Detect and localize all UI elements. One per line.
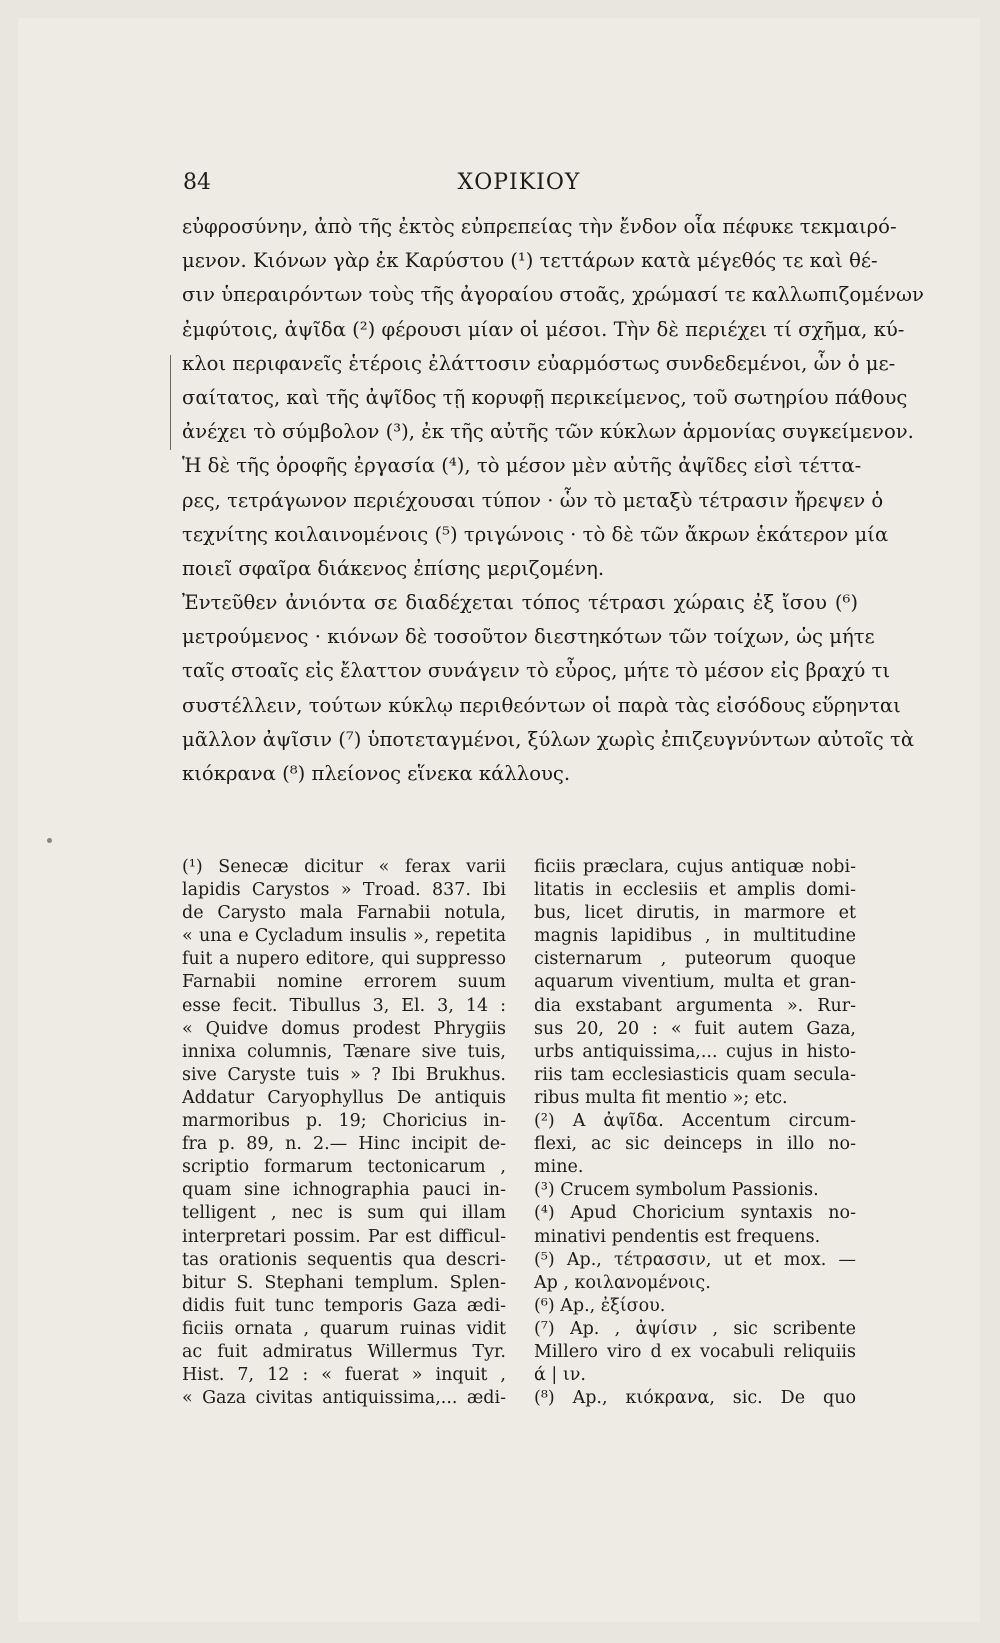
footnote-line: minativi pendentis est frequens. [534,1226,821,1247]
footnote-line: ficiis præclara, cujus antiquæ nobi- [534,857,856,877]
footnote-line: esse fecit. Tibullus 3, El. 3, 14 : [182,995,506,1016]
footnote-line: dia exstabant argumenta ». Rur- [534,995,856,1016]
footnote-line: fra p. 89, n. 2.— Hinc incipit de- [182,1134,506,1155]
text-line: σιν ὑπεραιρόντων τοὺς τῆς ἀγοραίου στοᾶς, χρώμασί τε καλλωπιζομένων [182,283,924,307]
footnote-line: quam sine ichnographia pauci in- [182,1180,506,1201]
text-line: κιόκρανα (⁸) πλείονος εἵνεκα κάλλους. [182,762,571,785]
footnotes-right-column [534,856,856,1410]
footnote-line: bus, licet dirutis, in marmore et [534,903,856,924]
footnote-line: (⁴) Apud Choricium syntaxis no- [534,1203,856,1224]
footnote-line: Addatur Caryophyllus De antiquis [182,1087,506,1108]
text-line: εὐφροσύνην, ἀπὸ τῆς ἐκτὸς εὐπρεπείας τὴν ἔνδον οἷα πέφυκε τεκμαιρό- [182,215,897,238]
text-line: Ἐντεῦθεν ἀνιόντα σε διαδέχεται τόπος τέτρασι χώραις ἐξ ἴσου (⁶) [182,591,858,615]
footnote-line: cisternarum , puteorum quoque [534,949,856,970]
page-header [183,170,855,200]
footnote-line: innixa columnis, Tænare sive tuis, [182,1041,506,1062]
text-line: ταῖς στοαῖς εἰς ἔλαττον συνάγειν τὸ εὖρος, μήτε τὸ μέσον εἰς βραχύ τι [182,659,891,683]
main-greek-text [182,210,924,791]
footnote-line: litatis in ecclesiis et amplis domi- [534,880,856,901]
footnote-line: « Quidve domus prodest Phrygiis [182,1018,506,1039]
footnote-line: de Carysto mala Farnabii notula, [182,903,506,924]
footnote-line: « una e Cycladum insulis », repetita [182,926,506,947]
footnote-line: (¹) Senecæ dicitur « ferax varii [182,857,506,877]
footnote-line: urbs antiquissima,... cujus in histo- [534,1041,856,1062]
footnote-line: flexi, ac sic deinceps in illo no- [534,1134,856,1155]
footnote-line: (⁷) Ap. , ἀψίσιν , sic scribente [534,1318,856,1339]
margin-rule [170,355,171,450]
footnote-line: telligent , nec is sum qui illam [182,1203,506,1224]
footnote-line: « Gaza civitas antiquissima,... ædi- [182,1388,506,1409]
footnote-line: Hist. 7, 12 : « fuerat » inquit , [182,1365,506,1386]
footnote-line: (³) Crucem symbolum Passionis. [534,1180,819,1201]
footnote-line: Farnabii nomine errorem suum [182,972,506,993]
footnote-line: scriptio formarum tectonicarum , [182,1157,506,1178]
footnote-line: Ap , κοιλανομένοις. [534,1272,711,1293]
footnote-line: ά | ιν. [534,1365,586,1386]
text-line: συστέλλειν, τούτων κύκλῳ περιθεόντων οἱ παρὰ τὰς εἰσόδους εὕρηνται [182,693,901,717]
paper-speck [47,838,52,843]
footnote-line: (⁶) Ap., ἐξίσου. [534,1295,666,1316]
footnote-line: bitur S. Stephani templum. Splen- [182,1272,506,1293]
text-line: Ἡ δὲ τῆς ὀροφῆς ἐργασία (⁴), τὸ μέσον μὲν αὐτῆς ἀψῖδες εἰσὶ τέττα- [182,454,862,478]
footnote-line: Millero viro d ex vocabuli reliquiis [534,1341,856,1362]
footnote-line: aquarum viventium, multa et gran- [534,972,856,993]
footnote-line: fuit a nupero editore, qui suppresso [182,949,506,970]
footnote-line: sus 20, 20 : « fuit autem Gaza, [534,1018,856,1039]
footnote-line: ribus multa fit mentio »; etc. [534,1087,788,1108]
footnote-line: (⁸) Ap., κιόκρανα, sic. De quo [534,1388,856,1409]
text-line: ποιεῖ σφαῖρα διάκενος ἐπίσης μεριζομένη. [182,556,605,580]
footnote-line: lapidis Carystos » Troad. 837. Ibi [182,880,506,901]
text-line: ἐμφύτοις, ἀψῖδα (²) φέρουσι μίαν οἱ μέσοι. Τὴν δὲ περιέχει τί σχῆμα, κύ- [182,317,905,341]
footnote-line: marmoribus p. 19; Choricius in- [182,1111,506,1132]
footnote-line: (²) A ἀψῖδα. Accentum circum- [534,1111,856,1132]
footnote-line: didis fuit tunc temporis Gaza ædi- [182,1295,506,1316]
footnote-line: mine. [534,1157,584,1178]
text-line: μενον. Κιόνων γὰρ ἐκ Καρύστου (¹) τεττάρων κατὰ μέγεθός τε καὶ θέ- [182,249,878,273]
text-line: κλοι περιφανεῖς ἑτέροις ἐλάττοσιν εὐαρμόστως συνδεδεμένοι, ὧν ὁ με- [182,351,896,375]
footnote-line: magnis lapidibus , in multitudine [534,926,856,947]
text-line: μετρούμενος · κιόνων δὲ τοσοῦτον διεστηκότων τῶν τοίχων, ὡς μήτε [182,625,875,649]
page-number: 84 [183,170,211,195]
footnote-line: riis tam ecclesiasticis quam secula- [534,1064,856,1085]
footnote-line: ficiis ornata , quarum ruinas vidit [182,1318,506,1339]
text-line: ἀνέχει τὸ σύμβολον (³), ἐκ τῆς αὐτῆς τῶν κύκλων ἁρμονίας συγκείμενον. [182,420,914,444]
footnote-line: tas orationis sequentis qua descri- [182,1249,506,1270]
text-line: μᾶλλον ἀψῖσιν (⁷) ὑποτεταγμένοι, ξύλων χωρὶς ἐπιζευγνύντων αὐτοῖς τὰ [182,727,915,751]
text-line: τεχνίτης κοιλαινομένοις (⁵) τριγώνοις · τὸ δὲ τῶν ἄκρων ἑκάτερον μία [182,522,889,546]
footnote-line: interpretari possim. Par est difficul- [182,1226,506,1247]
running-title: ΧΟΡΙΚΙΟΥ [457,170,581,195]
footnote-line: sive Caryste tuis » ? Ibi Brukhus. [182,1064,506,1085]
footnote-line: (⁵) Ap., τέτρασσιν, ut et mox. — [534,1249,856,1270]
footnotes-left-column [182,856,506,1410]
text-line: ρες, τετράγωνον περιέχουσαι τύπον · ὧν τὸ μεταξὺ τέτρασιν ἤρεψεν ὁ [182,488,884,512]
text-line: σαίτατος, καὶ τῆς ἀψῖδος τῇ κορυφῇ περικείμενος, τοῦ σωτηρίου πάθους [182,385,908,409]
footnote-line: ac fuit admiratus Willermus Tyr. [182,1341,506,1362]
